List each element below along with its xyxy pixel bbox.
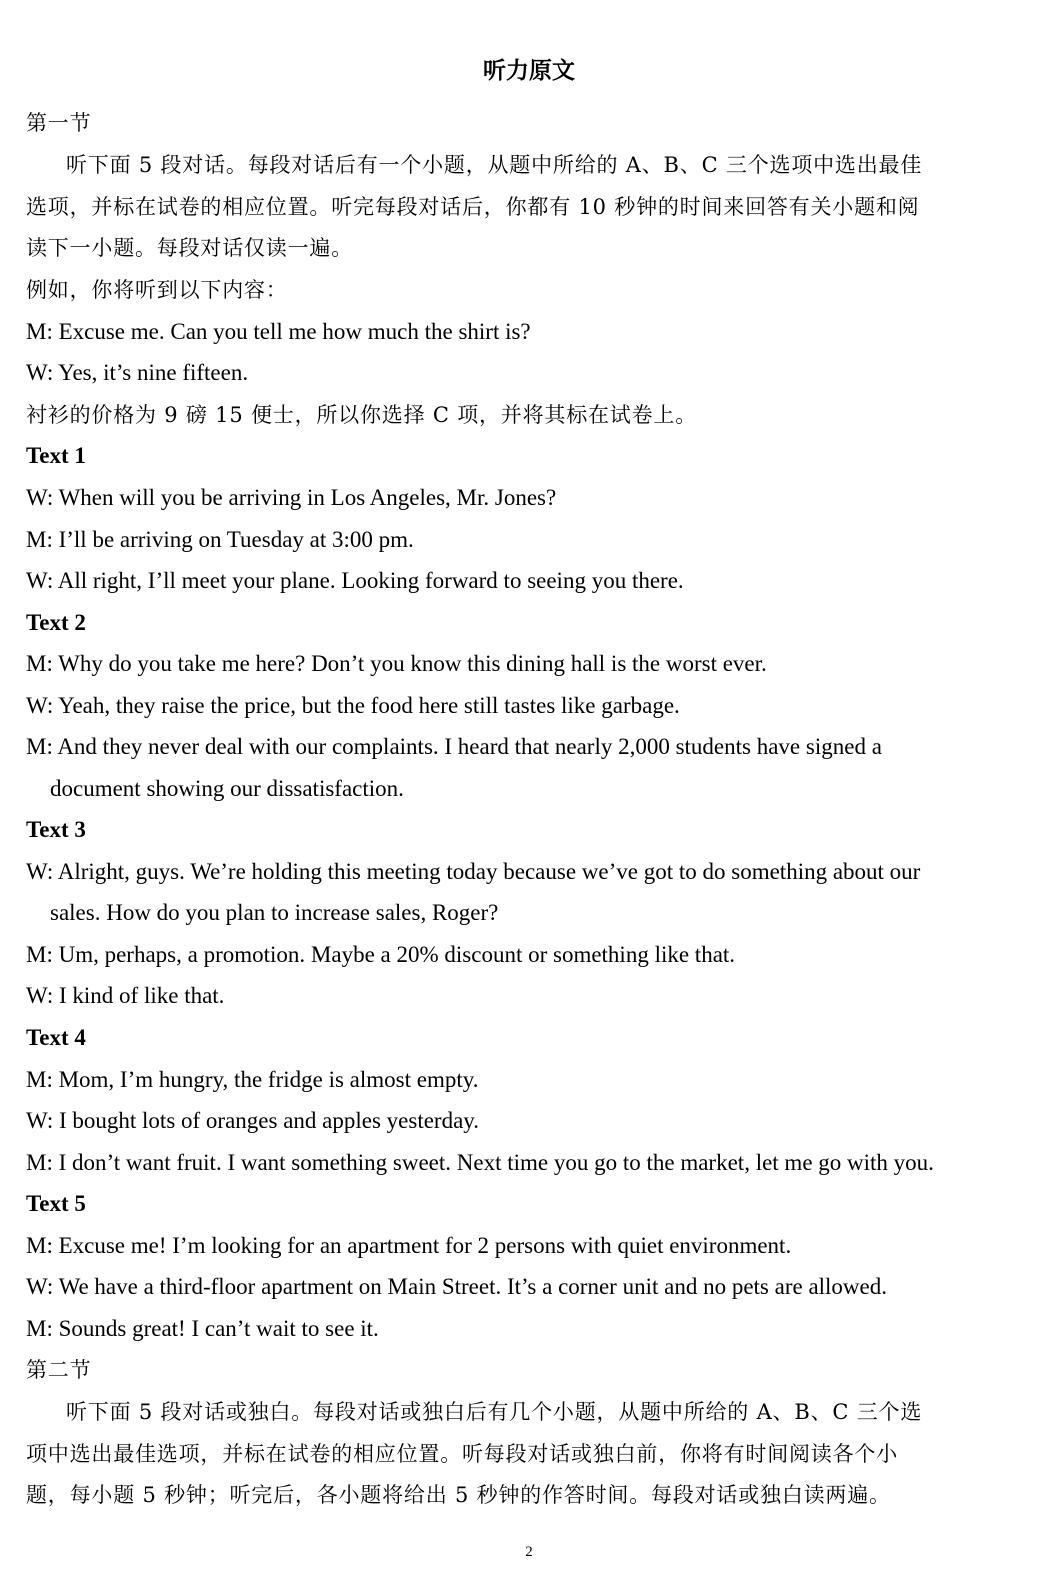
dialogue-line: M: And they never deal with our complaints. I heard that nearly 2,000 students have signed a: [26, 734, 882, 759]
section-heading: 第二节: [26, 1358, 92, 1382]
dialogue-line: W: I kind of like that.: [26, 983, 225, 1008]
example-note: 衬衫的价格为 9 磅 15 便士，所以你选择 C 项，并将其标在试卷上。: [26, 403, 697, 427]
dialogue-line: W: Alright, guys. We’re holding this meeting today because we’ve got to do something about our: [26, 859, 921, 884]
text-heading: Text 1: [26, 443, 86, 468]
dialogue-line: M: Sounds great! I can’t wait to see it.: [26, 1316, 379, 1341]
dialogue-line: W: We have a third-floor apartment on Main Street. It’s a corner unit and no pets are allowed.: [26, 1274, 887, 1299]
text-heading: Text 3: [26, 817, 86, 842]
dialogue-line: M: Why do you take me here? Don’t you know this dining hall is the worst ever.: [26, 651, 767, 676]
text-heading: Text 2: [26, 610, 86, 635]
instruction-line: 听下面 5 段对话。每段对话后有一个小题，从题中所给的 A、B、C 三个选项中选出最佳: [66, 153, 923, 177]
dialogue-line: M: I don’t want fruit. I want something sweet. Next time you go to the market, let me go with you.: [26, 1150, 934, 1175]
section-heading: 第一节: [26, 111, 92, 135]
dialogue-line: M: Um, perhaps, a promotion. Maybe a 20% discount or something like that.: [26, 942, 736, 967]
instruction-line: 项中选出最佳选项，并标在试卷的相应位置。听每段对话或独白前，你将有时间阅读各个小: [26, 1442, 898, 1466]
dialogue-line: M: I’ll be arriving on Tuesday at 3:00 pm.: [26, 527, 414, 552]
text-heading: Text 5: [26, 1191, 86, 1216]
dialogue-line: M: Mom, I’m hungry, the fridge is almost empty.: [26, 1067, 479, 1092]
dialogue-line: M: Excuse me! I’m looking for an apartment for 2 persons with quiet environment.: [26, 1233, 792, 1258]
dialogue-line: W: Yeah, they raise the price, but the food here still tastes like garbage.: [26, 693, 680, 718]
text-heading: Text 4: [26, 1025, 86, 1050]
dialogue-line: W: I bought lots of oranges and apples yesterday.: [26, 1108, 480, 1133]
instruction-line: 题，每小题 5 秒钟；听完后，各小题将给出 5 秒钟的作答时间。每段对话或独白读两遍。: [26, 1483, 891, 1507]
example-intro: 例如，你将听到以下内容：: [26, 278, 288, 302]
dialogue-line: W: Yes, it’s nine fifteen.: [26, 360, 249, 385]
dialogue-line-continued: document showing our dissatisfaction.: [50, 776, 404, 801]
dialogue-line: W: All right, I’ll meet your plane. Looking forward to seeing you there.: [26, 568, 684, 593]
page-title: 听力原文: [483, 58, 575, 84]
instruction-line: 选项，并标在试卷的相应位置。听完每段对话后，你都有 10 秒钟的时间来回答有关小题和阅: [26, 195, 920, 219]
page-number: 2: [525, 1544, 533, 1560]
dialogue-line: W: When will you be arriving in Los Angeles, Mr. Jones?: [26, 485, 557, 510]
instruction-line: 读下一小题。每段对话仅读一遍。: [26, 236, 353, 260]
instruction-line: 听下面 5 段对话或独白。每段对话或独白后有几个小题，从题中所给的 A、B、C 三个选: [66, 1400, 923, 1424]
dialogue-line: M: Excuse me. Can you tell me how much the shirt is?: [26, 319, 531, 344]
dialogue-line-continued: sales. How do you plan to increase sales, Roger?: [50, 900, 499, 925]
